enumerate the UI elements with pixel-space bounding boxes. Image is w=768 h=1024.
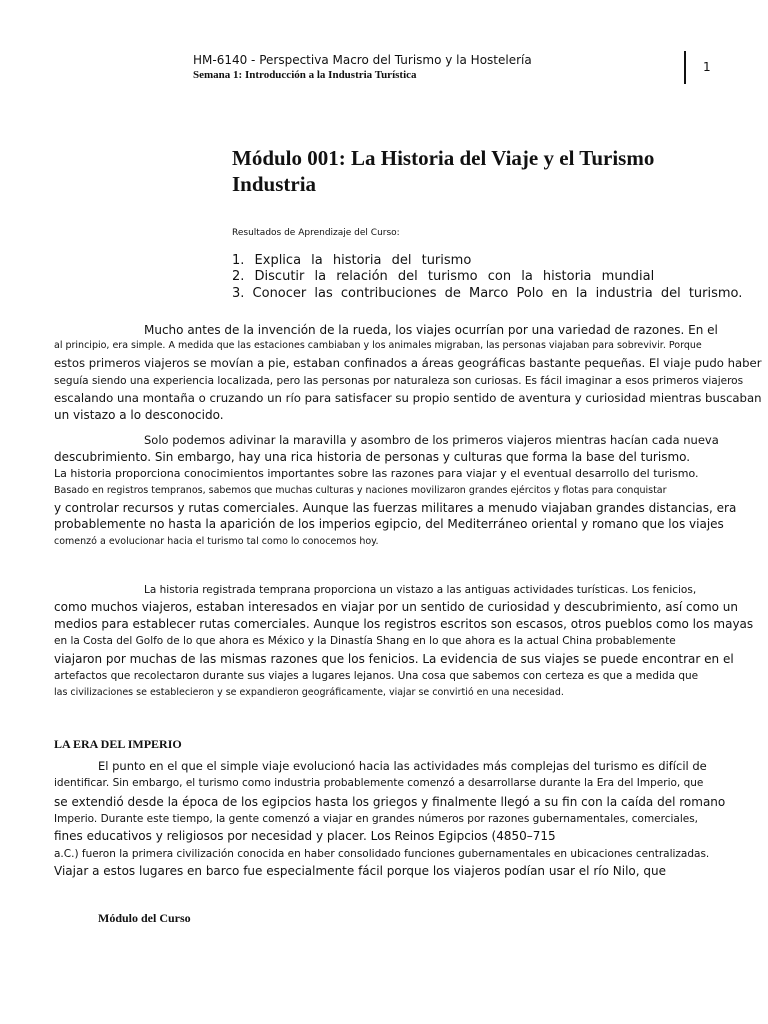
body-line: identificar. Sin embargo, el turismo como industria probablemente comenzó a desarrollarse durante la Era del Imperio, que [54,777,704,789]
body-line: al principio, era simple. A medida que las estaciones cambiaban y los animales migraban, las personas viajaban para sobrevivir. Porque [54,340,702,351]
body-line: La historia registrada temprana proporciona un vistazo a las antiguas actividades turísticas. Los fenicios, [144,584,697,596]
course-header: HM-6140 - Perspectiva Macro del Turismo y la Hostelería [193,53,532,67]
footer-label: Módulo del Curso [98,911,191,925]
body-line: se extendió desde la época de los egipcios hasta los griegos y finalmente llegó a su fin con la caída del romano [54,795,726,809]
body-line: probablemente no hasta la aparición de los imperios egipcio, del Mediterráneo oriental y romano que los viajes [54,517,724,531]
body-line: comenzó a evolucionar hacia el turismo tal como lo conocemos hoy. [54,536,379,547]
page-title: Módulo 001: La Historia del Viaje y el Turismo Industria [232,146,655,196]
body-line: Solo podemos adivinar la maravilla y asombro de los primeros viajeros mientras hacían cada nueva [144,433,719,447]
body-line: Basado en registros tempranos, sabemos que muchas culturas y naciones movilizaron grandes ejércitos y flotas para conquistar [54,485,667,496]
section-heading: LA ERA DEL IMPERIO [54,737,182,751]
body-line: Viajar a estos lugares en barco fue especialmente fácil porque los viajeros podían usar el río Nilo, que [54,864,666,878]
body-line: como muchos viajeros, estaban interesados en viajar por un sentido de curiosidad y descubrimiento, así como un [54,600,739,614]
body-line: artefactos que recolectaron durante sus viajes a lugares lejanos. Una cosa que sabemos con certeza es que a medida que [54,670,699,682]
outcomes-label: Resultados de Aprendizaje del Curso: [232,228,400,238]
body-line: a.C.) fueron la primera civilización conocida en haber consolidado funciones gubernamentales en ubicaciones centralizadas. [54,848,710,860]
outcome-item: 1. Explica la historia del turismo [232,253,472,268]
body-line: las civilizaciones se establecieron y se expandieron geográficamente, viajar se convirtió en una necesidad. [54,687,564,698]
body-line: viajaron por muchas de las mismas razones que los fenicios. La evidencia de sus viajes se puede encontrar en el [54,652,734,666]
outcome-item: 2. Discutir la relación del turismo con la historia mundial [232,269,655,284]
body-line: La historia proporciona conocimientos importantes sobre las razones para viajar y el eventual desarrollo del turismo. [54,467,699,480]
body-line: escalando una montaña o cruzando un río para satisfacer su propio sentido de aventura y curiosidad mientras buscaban [54,391,762,405]
body-line: y controlar recursos y rutas comerciales. Aunque las fuerzas militares a menudo viajaban grandes distancias, era [54,501,737,515]
body-line: Imperio. Durante este tiempo, la gente comenzó a viajar en grandes números por razones gubernamentales, comerciales, [54,813,699,825]
body-line: en la Costa del Golfo de lo que ahora es México y la Dinastía Shang en lo que ahora es la actual China probablemente [54,635,676,647]
body-line: un vistazo a lo desconocido. [54,408,224,422]
body-line: medios para establecer rutas comerciales. Aunque los registros escritos son escasos, otros pueblos como los mayas [54,617,754,631]
body-line: Mucho antes de la invención de la rueda, los viajes ocurrían por una variedad de razones. En el [144,323,718,337]
week-subheader: Semana 1: Introducción a la Industria Turística [193,69,417,81]
body-line: fines educativos y religiosos por necesidad y placer. Los Reinos Egipcios (4850–715 [54,829,556,843]
outcome-item: 3. Conocer las contribuciones de Marco Polo en la industria del turismo. [232,286,743,301]
body-line: seguía siendo una experiencia localizada, pero las personas por naturaleza son curiosas. Es fácil imaginar a esos primeros viajeros [54,375,744,387]
body-line: El punto en el que el simple viaje evolucionó hacia las actividades más complejas del turismo es difícil de [98,759,707,773]
header-divider [684,51,686,84]
body-line: estos primeros viajeros se movían a pie, estaban confinados a áreas geográficas bastante pequeñas. El viaje pudo haber [54,356,762,370]
body-line: descubrimiento. Sin embargo, hay una rica historia de personas y culturas que forma la base del turismo. [54,450,691,464]
page-number: 1 [703,60,711,74]
